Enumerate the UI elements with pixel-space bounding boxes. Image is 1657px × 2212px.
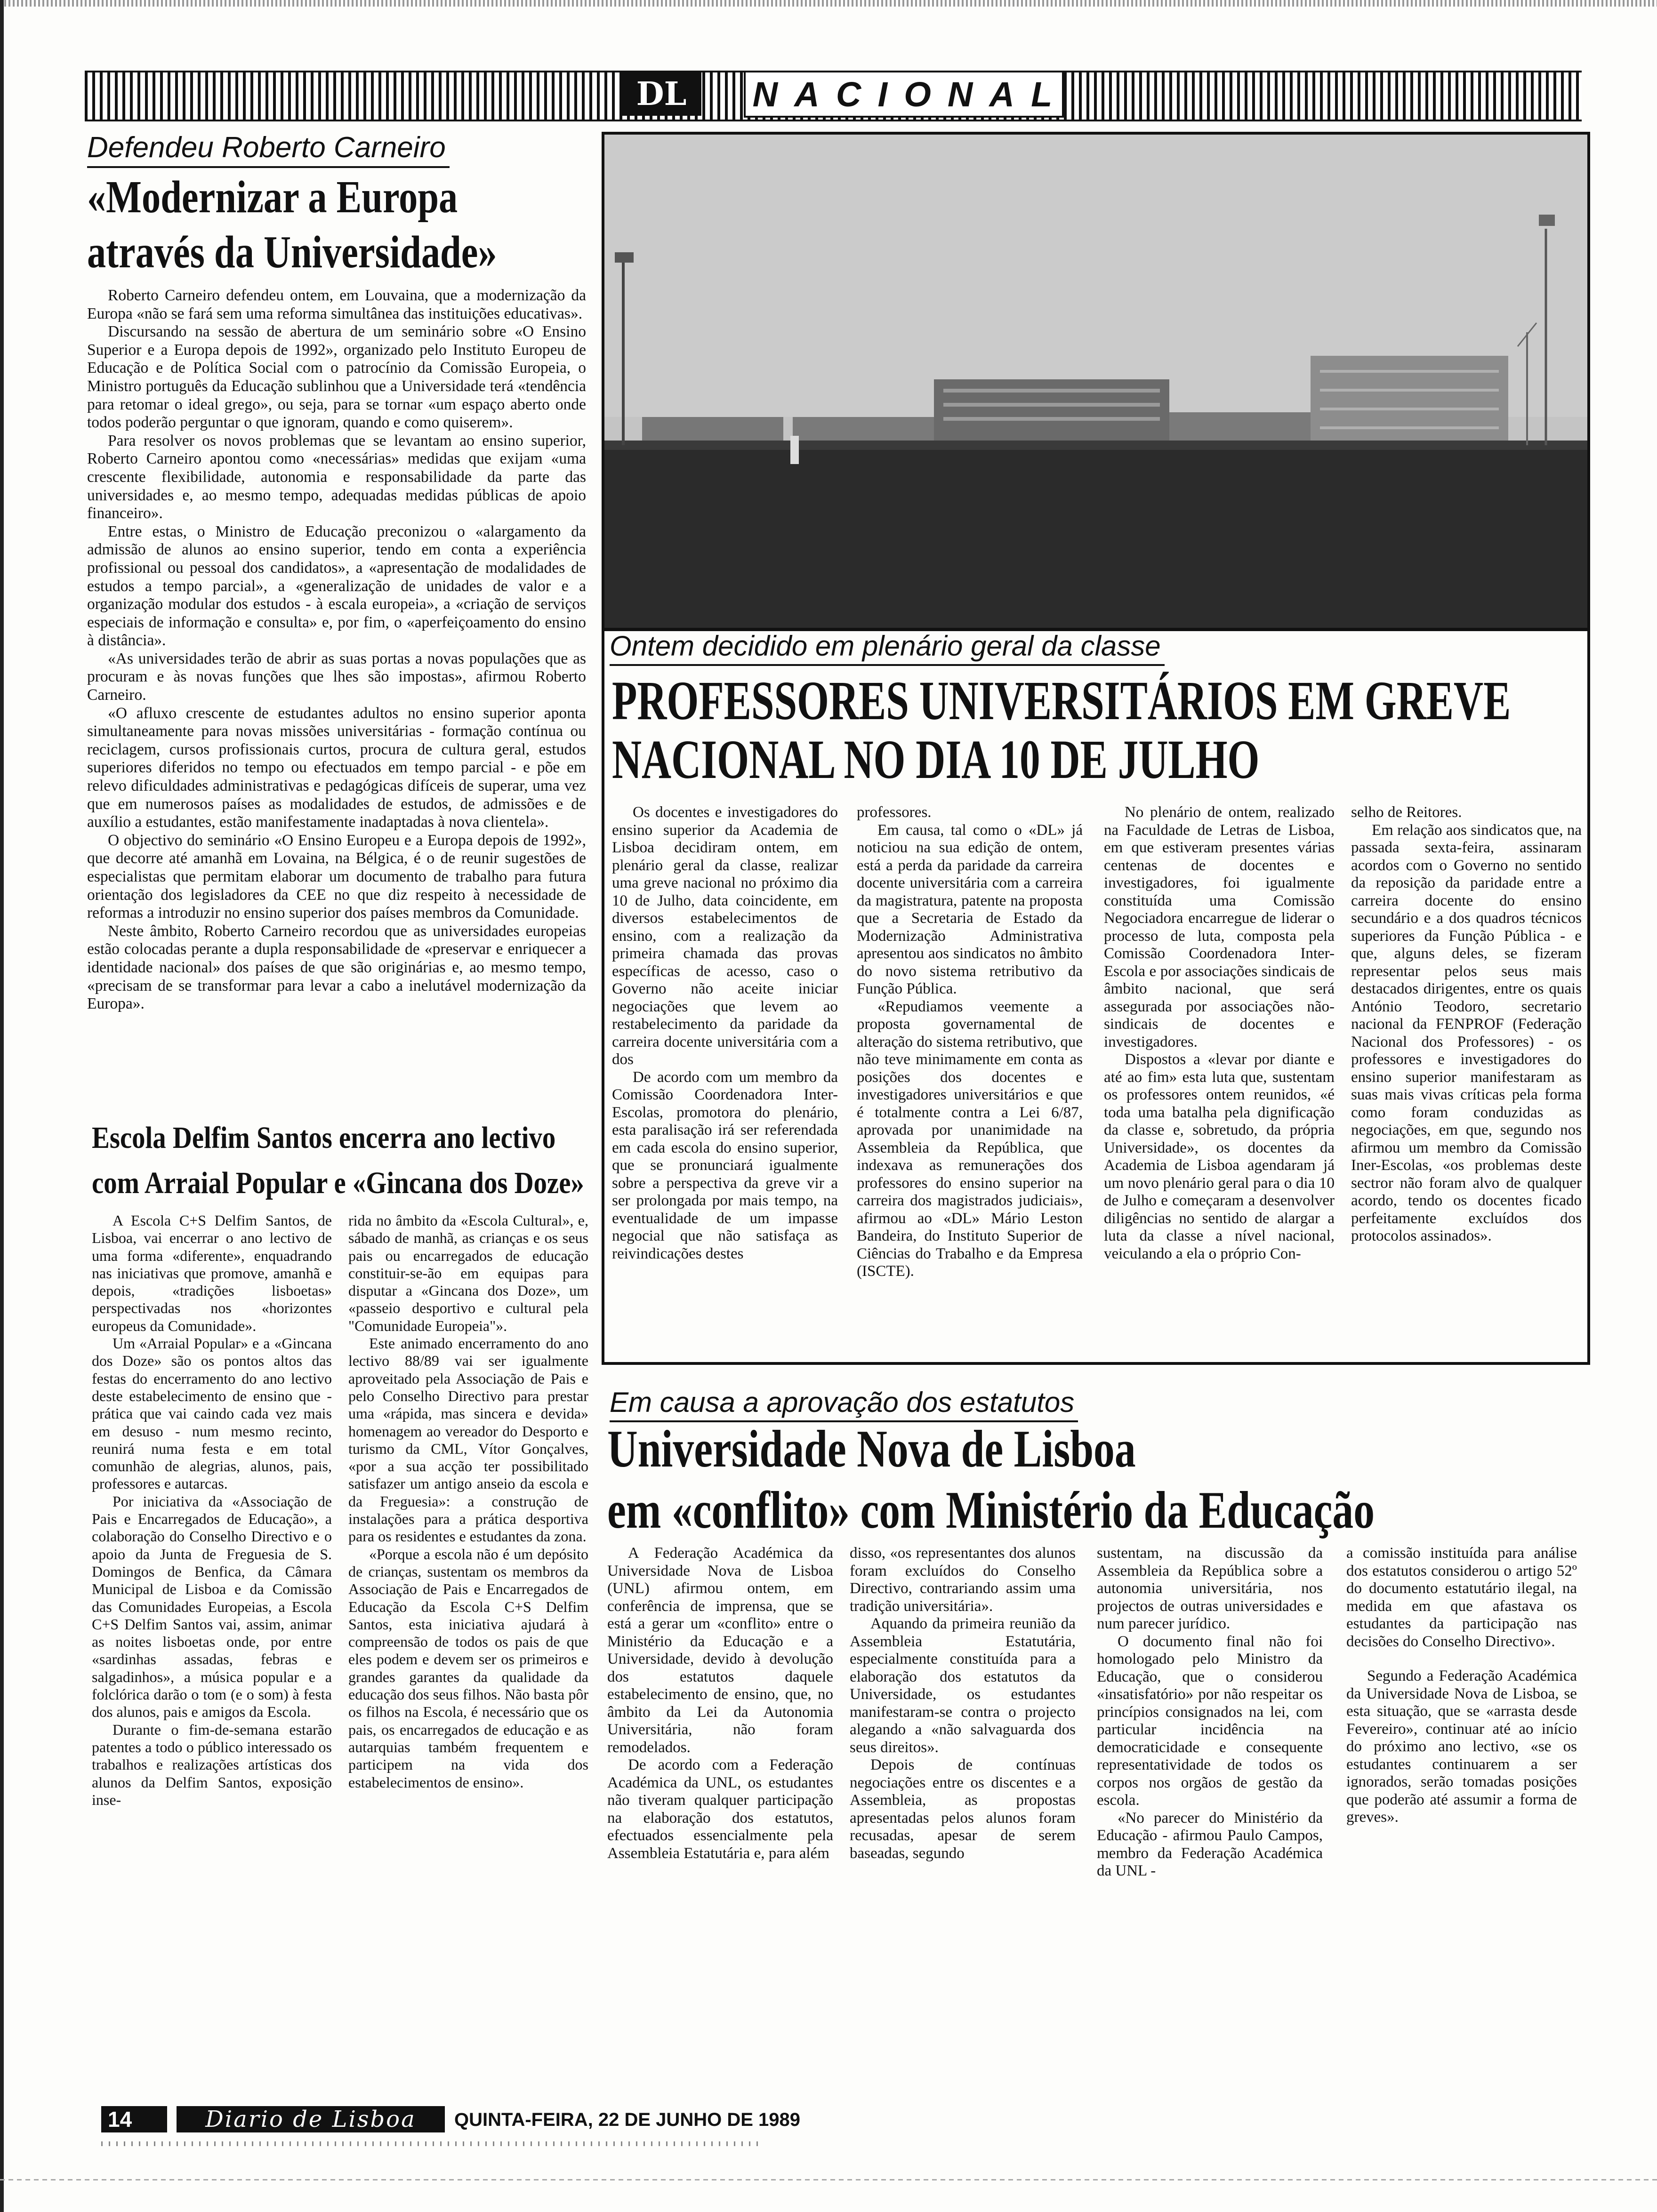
article4-headline-line2: em «conflito» com Ministério da Educação [607, 1481, 1375, 1539]
article3-column-4 [1351, 804, 1582, 1245]
article-modernizar-europa [87, 131, 586, 1013]
article2-headline-line1: Escola Delfim Santos encerra ano lectivo [92, 1121, 556, 1155]
article4-paragraph: a comissão instituída para análise dos estatutos considerou o artigo 52º do documento estatutário ilegal, na medida em que afastava os estudantes da participação nas decisões do Conselho Directivo». [1346, 1545, 1577, 1650]
article2-paragraph: Este animado encerramento do ano lectivo 88/89 vai ser igualmente aproveitado pela Associação de Pais e pelo Conselho Directivo para prestar uma «rápida, mas sincera e devida» homenagem ao vereador do Desporto e turismo da CML, Vítor Gonçalves, «por a sua acção ter possibilitado satisfazer um antigo anseio da escola e da Freguesia»: a construção de instalações para a prática desportiva para os residentes e estudantes da zona. [348, 1335, 588, 1545]
article3-column-3 [1104, 804, 1335, 1263]
article2-paragraph: «Porque a escola não é um depósito de crianças, sustentam os membros da Associação de Pais e Encarregados de Educação da Escola C+S Delfim Santos, esta iniciativa ajudará à compreensão de todos os pais de que eles podem e devem ser os primeiros e grandes garantes da qualidade da educação dos seus filhos. Não basta pôr os filhos na Escola, é necessário que os pais, os encarregados de educação e as autarquias também frequentem e participem na vida dos estabelecimentos de ensino». [348, 1545, 588, 1791]
article1-paragraph: Roberto Carneiro defendeu ontem, em Louvaina, que a modernização da Europa «não se fará sem uma reforma simultânea das instituições educativas». [87, 287, 586, 322]
footer-dot-rule [101, 2141, 760, 2146]
article4-column-1 [607, 1545, 833, 1862]
article4-paragraph: Segundo a Federação Académica da Universidade Nova de Lisboa, se esta situação, que se «arrasta desde Fevereiro», continuar até ao início do próximo ano lectivo, «se os estudantes continuarem a ser ignorados, serão tomadas posições que poderão até assumir a forma de greves». [1346, 1667, 1577, 1826]
section-letter: I [877, 74, 891, 114]
article1-paragraph: «O afluxo crescente de estudantes adultos no ensino superior aponta simultaneamente para novas missões universitárias - formação contínua ou reciclagem, cursos profissionais curtos, procura de cultura geral, estudos superiores diferidos no tempo ou efectuados em tempo parcial - e põe em relevo dificuldades administrativas e pedagógicas difíceis de superar, uma vez que em numerosos países as modalidades de estudos, de admissões e de auxílio a estudantes, estão manifestamente inadaptadas à nova clientela». [87, 704, 586, 831]
article2-headline-line2: com Arraial Popular e «Gincana dos Doze» [92, 1166, 584, 1200]
article4-paragraph: disso, «os representantes dos alunos foram excluídos do Conselho Directivo, contrariando assim uma tradição universitária». [850, 1545, 1076, 1615]
article-escola-delfim-santos [92, 1115, 591, 1206]
article3-column-2 [857, 804, 1083, 1281]
article2-column-1 [92, 1212, 332, 1809]
article3-paragraph: professores. [857, 804, 932, 821]
article1-paragraph: Entre estas, o Ministro de Educação preconizou o «alargamento da admissão de alunos ao ensino superior, tendo em conta a experiência profissional ou pessoal dos candidatos», a «apresentação de modalidades de estudos a tempo parcial», a «generalização de unidades de valor e a organização modular dos estudos - à escala europeia», a «criação de serviços especiais de informação e consulta» e, por fim, o «aperfeiçoamento do ensino à distância». [87, 522, 586, 649]
left-scan-edge [0, 0, 4, 2212]
section-letter: N [752, 74, 781, 114]
article2-paragraph: Durante o fim-de-semana estarão patentes a todo o público interessado os trabalhos e realizações artísticas dos alunos da Delfim Santos, exposição inse- [92, 1721, 332, 1808]
article3-paragraph: No plenário de ontem, realizado na Faculdade de Letras de Lisboa, em que estiveram presentes várias centenas de docentes e investigadores, foi igualmente constituída uma Comissão Negociadora encarregue de liderar o processo de luta, composta pela Comissão Coordenadora Inter-Escola e por associações sindicais de âmbito nacional, que será assegurada por associações não-sindicais de docentes e investigadores. [1104, 804, 1335, 1050]
article2-paragraph: Um «Arraial Popular» e a «Gincana dos Doze» são os pontos altos das festas do encerramento do ano lectivo deste estabelecimento de ensino que - prática que vai caindo cada vez mais em desuso - num mesmo recinto, reunirá numa festa e em total comunhão de alegrias, alunos, pais, professores e autarcas. [92, 1335, 332, 1492]
photo-caption-wrap [610, 630, 1165, 666]
article2-paragraph: A Escola C+S Delfim Santos, de Lisboa, vai encerrar o ano lectivo de uma forma «diferente», enquadrando nas iniciativas que promove, amanhã e depois, «tradições lisboetas» perspectivadas nos «horizontes europeus da Comunidade». [92, 1212, 332, 1334]
article4-column-2 [850, 1545, 1076, 1862]
article4-paragraph: O documento final não foi homologado pelo Ministro da Educação, que o considerou «insatisfatório» por não respeitar os princípios consignados na lei, com particular incidência na democraticidade e consequente representatividade de todos os corpos nos orgãos de gestão da escola. [1097, 1633, 1323, 1809]
article4-paragraph: «No parecer do Ministério da Educação - afirmou Paulo Campos, membro da Federação Académica da UNL - [1097, 1809, 1323, 1879]
article1-headline-line2: através da Universidade» [87, 227, 497, 278]
article3-paragraph: «Repudiamos veemente a proposta governamental de alteração do sistema retributivo, que não teve minimamente em conta as posições dos docentes e investigadores universitários e que é totalmente contra a Lei 6/87, aprovada por unanimidade na Assembleia da República, que indexava as remunerações dos professores do ensino superior na carreira dos magistrados judiciais», afirmou ao «DL» Mário Leston Bandeira, do Instituto Superior de Ciências do Trabalho e da Empresa (ISCTE). [857, 998, 1083, 1280]
article4-paragraph: sustentam, na discussão da Assembleia da República sobre a autonomia universitária, nos projectos de outras universidades e num parecer jurídico. [1097, 1545, 1323, 1632]
article2-paragraph: rida no âmbito da «Escola Cultural», e, sábado de manhã, as crianças e os seus pais ou encarregados de educação constituir-se-ão em equipas para disputar a «Gincana dos Doze», um «passeio desportivo e cultural pela "Comunidade Europeia"». [348, 1212, 588, 1334]
section-letter: L [1031, 74, 1055, 114]
issue-date: QUINTA-FEIRA, 22 DE JUNHO DE 1989 [454, 2109, 800, 2130]
campus-photo-graphic [604, 135, 1587, 628]
article4-kicker: Em causa a aprovação dos estatutos [610, 1386, 1078, 1422]
article4-paragraph: Aquando da primeira reunião da Assembleia Estatutária, especialmente constituída para a elaboração dos estatutos da Universidade, os estudantes manifestaram-se contra o projecto alegando a «não salvaguarda dos seus direitos». [850, 1615, 1076, 1756]
dl-logo: DL [621, 72, 701, 116]
article4-paragraph: Depois de contínuas negociações entre os discentes e a Assembleia, as propostas apresentadas pelos alunos foram recusadas, apesar de serem baseadas, segundo [850, 1756, 1076, 1862]
article3-paragraph: selho de Reitores. [1351, 804, 1462, 821]
article3-paragraph: Dispostos a «levar por diante e até ao fim» esta luta que, sustentam os professores ontem reunidos, «é toda uma batalha pela dignificação da classe e, sobretudo, da própria Universidade», os docentes da Academia de Lisboa agendaram já um novo plenário geral para o dia 10 de Julho e começaram a desenvolver diligências no sentido de alargar a luta da classe a nível nacional, veiculando a ela o próprio Con- [1104, 1051, 1335, 1262]
article3-paragraph: Os docentes e investigadores do ensino superior da Academia de Lisboa decidiram ontem, em plenário geral da classe, realizar uma greve nacional no próximo dia 10 de Julho, data coincidente, em diversos estabelecimentos de ensino, com a realização da primeira chamada das provas específicas de acesso, caso o Governo não aceite iniciar negociações que levem ao restabelecimento da paridade da carreira docente universitária com a dos [612, 804, 838, 1068]
article1-paragraph: Discursando na sessão de abertura de um seminário sobre «O Ensino Superior e a Europa depois de 1992», organizado pelo Instituto Europeu de Educação e de Política Social com o patrocínio da Comissão Europeia, o Ministro português da Educação sublinhou que a Universidade terá «tendência para retomar o ideal grego», ou seja, para se tornar «um espaço aberto onde todos poderão perguntar o que ignoram, quando e como quiserem». [87, 323, 586, 432]
article3-paragraph: Em relação aos sindicatos que, na passada sexta-feira, assinaram acordos com o Governo no sentido da reposição da paridade entre a carreira docente do ensino secundário e a dos quadros técnicos superiores da Função Pública - e que, alguns deles, se fizeram representar pelos seus mais destacados dirigentes, entre os quais António Teodoro, secretario nacional da FENPROF (Federação Nacional dos Professores) - os professores e investigadores do ensino superior manifestaram as suas mais vivas críticas pela forma como foram conduzidas as negociações, em que, segundo nos afirmou um membro da Comissão Iner-Escolas, «os problemas deste sectror não foram alvo de qualquer acordo, tendo os docentes ficado perfeitamente excluídos dos protocolos assinados». [1351, 821, 1582, 1244]
article4-column-3 [1097, 1545, 1323, 1880]
article1-headline-line1: «Modernizar a Europa [87, 172, 458, 223]
campus-photo [602, 132, 1590, 631]
top-scan-border [0, 0, 1657, 7]
bottom-scan-border [0, 2179, 1657, 2180]
article3-headline-line1: PROFESSORES UNIVERSITÁRIOS EM GREVE [612, 670, 1511, 731]
newspaper-name: Diario de Lisboa [177, 2106, 445, 2132]
article4-paragraph: A Federação Académica da Universidade Nova de Lisboa (UNL) afirmou ontem, em conferência de imprensa, que se está a gerar um «conflito» entre o Ministério da Educação e a Universidade, devido à devolução dos estatutos daquele estabelecimento de ensino, que, no âmbito da Lei da Autonomia Universitária, não foram remodelados. [607, 1545, 833, 1756]
article2-column-2 [348, 1212, 588, 1791]
article4-column-4 [1346, 1545, 1577, 1827]
article1-body [87, 287, 586, 1013]
article3-column-1 [612, 804, 838, 1263]
article4-paragraph: De acordo com a Federação Académica da UNL, os estudantes não tiveram qualquer participação na elaboração dos estatutos, efectuados essencialmente pela Assembleia Estatutária e, para além [607, 1756, 833, 1862]
section-letter: O [904, 74, 934, 114]
article1-paragraph: «As universidades terão de abrir as suas portas a novas populações que as procuram e às novas funções que lhes são impostas», afirmou Roberto Carneiro. [87, 649, 586, 704]
section-letter: A [989, 74, 1017, 114]
article4-headline-line1: Universidade Nova de Lisboa [607, 1420, 1136, 1478]
photo-caption: Ontem decidido em plenário geral da classe [610, 630, 1165, 666]
section-letter: C [836, 74, 864, 114]
article1-paragraph: Neste âmbito, Roberto Carneiro recordou que as universidades europeias estão colocadas perante a dupla responsabilidade de «preservar e enriquecer a identidade nacional» dos países de que são originárias e, ao mesmo tempo, «precisam de se transformar para levar a cabo a inelutável modernização da Europa». [87, 922, 586, 1013]
page-footer [101, 2106, 845, 2134]
section-letter: A [794, 74, 822, 114]
article4-kicker-wrap [610, 1386, 1078, 1422]
article3-paragraph: De acordo com um membro da Comissão Coordenadora Inter-Escolas, promotora do plenário, esta paralisação irá ser referendada em cada escola do ensino superior, que se pronunciará igualmente sobre a perspectiva da greve vir a ser prolongada por mais tempo, na eventualidade de um impasse negocial que não satisfaça as reivindicações destes [612, 1068, 838, 1262]
article1-paragraph: Para resolver os novos problemas que se levantam ao ensino superior, Roberto Carneiro apontou como «necessárias» medidas que exijam «uma crescente flexibilidade, autonomia e responsabilidade da parte das universidades e, ao mesmo tempo, adequadas medidas públicas de apoio financeiro». [87, 432, 586, 522]
article2-paragraph: Por iniciativa da «Associação de Pais e Encarregados de Educação», a colaboração do Conselho Directivo e o apoio da Junta de Freguesia de S. Domingos de Benfica, da Câmara Municipal de Lisboa e da Comissão das Comunidades Europeias, a Escola C+S Delfim Santos vai, assim, animar as noites lisboetas onde, por entre «sardinhas assadas, febras e salgadinhos», a música popular e a folclórica darão o tom (e o som) à festa dos alunos, pais e amigos da Escola. [92, 1492, 332, 1721]
article3-paragraph: Em causa, tal como o «DL» já noticiou na sua edição de ontem, está a perda da paridade da carreira docente universitária com a carreira da magistratura, patente na proposta que a Secretaria de Estado da Modernização Administrativa apresentou aos sindicatos no âmbito do novo sistema retributivo da Função Pública. [857, 821, 1083, 997]
article1-kicker: Defendeu Roberto Carneiro [87, 131, 450, 168]
article1-paragraph: O objectivo do seminário «O Ensino Europeu e a Europa depois de 1992», que decorre até amanhã em Lovaina, na Bélgica, é o de reunir sugestões de especialistas que permitam elaborar um documento de trabalho para futura orientação dos legisladores da CEE no que diz respeito à necessidade de reformas a introduzir no ensino superior dos países membros da Comunidade. [87, 831, 586, 922]
section-letter: N [947, 74, 976, 114]
section-title-nacional [744, 71, 1064, 118]
article3-headline-line2: NACIONAL NO DIA 10 DE JULHO [612, 729, 1260, 790]
page-number: 14 [101, 2106, 167, 2132]
